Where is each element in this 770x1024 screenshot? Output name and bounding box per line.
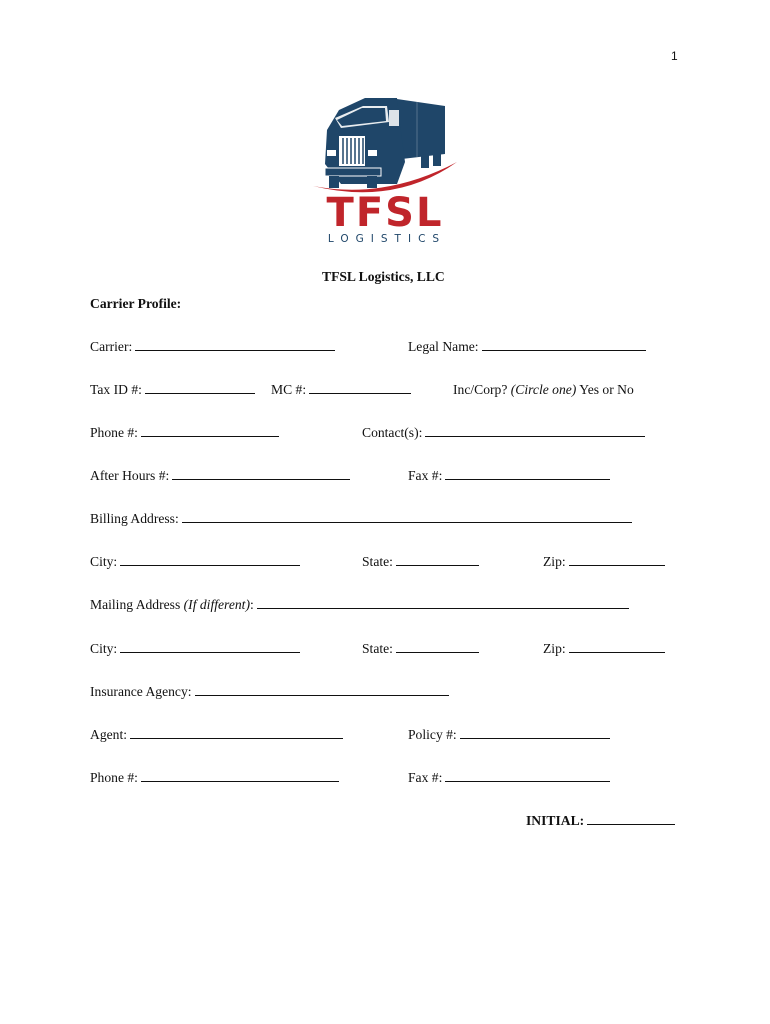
carrier-input-line[interactable] <box>135 339 335 351</box>
billing-address-field <box>90 511 632 527</box>
mailing-zip-label: Zip: <box>543 641 566 656</box>
billing-state-field <box>362 554 479 570</box>
mailing-city-input-line[interactable] <box>120 641 300 653</box>
contacts-input-line[interactable] <box>425 425 645 437</box>
logo-subword: LOGISTICS <box>327 233 447 244</box>
legal-name-field <box>408 339 646 355</box>
after-hours-input-line[interactable] <box>172 468 350 480</box>
agent-phone-field <box>90 770 339 786</box>
mailing-city-field <box>90 641 300 657</box>
phone-field <box>90 425 279 441</box>
insurance-agency-label: Insurance Agency: <box>90 684 192 699</box>
section-title: Carrier Profile: <box>90 296 182 311</box>
legal-name-input-line[interactable] <box>482 339 646 351</box>
tax-id-label: Tax ID #: <box>90 382 142 397</box>
after-hours-field <box>90 468 350 484</box>
mailing-address-input-line[interactable] <box>257 597 629 609</box>
phone-label: Phone #: <box>90 425 138 440</box>
fax-field <box>408 468 610 484</box>
mc-label: MC #: <box>271 382 307 397</box>
company-title: TFSL Logistics, LLC <box>322 269 445 284</box>
mailing-zip-field <box>543 641 665 657</box>
mailing-state-input-line[interactable] <box>396 641 479 653</box>
billing-state-label: State: <box>362 554 393 569</box>
insurance-agency-input-line[interactable] <box>195 684 449 696</box>
fax-input-line[interactable] <box>445 468 610 480</box>
tfsl-logo <box>305 92 465 244</box>
agent-phone-label: Phone #: <box>90 770 138 785</box>
billing-address-label: Billing Address: <box>90 511 179 526</box>
tax-id-input-line[interactable] <box>145 382 255 394</box>
billing-zip-field <box>543 554 665 570</box>
agent-fax-field <box>408 770 610 786</box>
billing-address-input-line[interactable] <box>182 511 632 523</box>
contacts-field <box>362 425 645 441</box>
mailing-city-label: City: <box>90 641 118 656</box>
insurance-agency-field <box>90 684 449 700</box>
policy-field <box>408 727 610 743</box>
contacts-label: Contact(s): <box>362 425 423 440</box>
billing-zip-label: Zip: <box>543 554 566 569</box>
if-different-note: (If different) <box>183 597 250 612</box>
inc-corp-field <box>453 382 634 398</box>
carrier-label: Carrier: <box>90 339 133 354</box>
initial-label: INITIAL: <box>526 813 585 828</box>
billing-city-input-line[interactable] <box>120 554 300 566</box>
billing-city-label: City: <box>90 554 118 569</box>
policy-input-line[interactable] <box>460 727 610 739</box>
billing-state-input-line[interactable] <box>396 554 479 566</box>
billing-zip-input-line[interactable] <box>569 554 665 566</box>
mailing-state-field <box>362 641 479 657</box>
initial-input-line[interactable] <box>587 813 675 825</box>
agent-input-line[interactable] <box>130 727 343 739</box>
agent-label: Agent: <box>90 727 127 742</box>
page-number: 1 <box>671 49 678 63</box>
billing-city-field <box>90 554 300 570</box>
tax-id-field <box>90 382 255 398</box>
agent-fax-input-line[interactable] <box>445 770 610 782</box>
yes-or-no-options[interactable]: Yes or No <box>579 382 634 397</box>
agent-phone-input-line[interactable] <box>141 770 339 782</box>
inc-corp-label: Inc/Corp? <box>453 382 508 397</box>
mailing-zip-input-line[interactable] <box>569 641 665 653</box>
mc-field <box>271 382 411 398</box>
agent-fax-label: Fax #: <box>408 770 443 785</box>
initial-field <box>526 813 675 829</box>
mc-input-line[interactable] <box>309 382 411 394</box>
carrier-field <box>90 339 335 355</box>
policy-label: Policy #: <box>408 727 457 742</box>
logo-wordmark: TFSL <box>326 190 444 236</box>
after-hours-label: After Hours #: <box>90 468 170 483</box>
mailing-address-field: Mailing Address (If different): <box>90 597 629 613</box>
mailing-state-label: State: <box>362 641 393 656</box>
fax-label: Fax #: <box>408 468 443 483</box>
mailing-address-label: Mailing Address <box>90 597 181 612</box>
agent-field <box>90 727 343 743</box>
legal-name-label: Legal Name: <box>408 339 479 354</box>
circle-one-note: (Circle one) <box>510 382 577 397</box>
phone-input-line[interactable] <box>141 425 279 437</box>
